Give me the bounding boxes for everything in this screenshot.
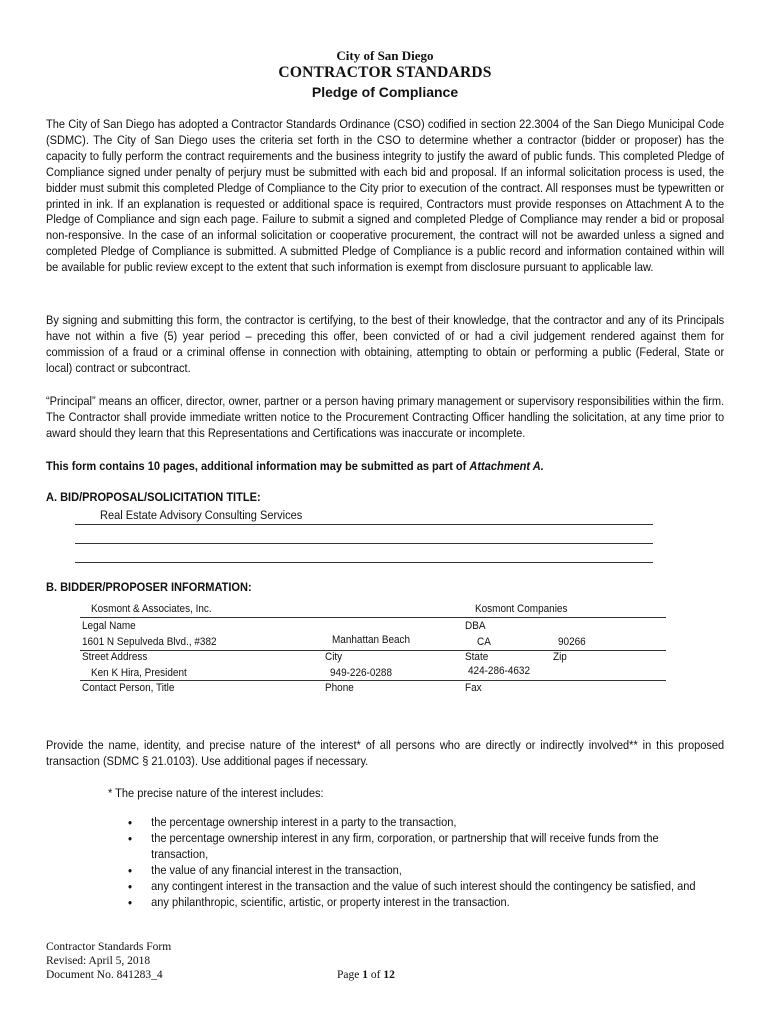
contact-value[interactable]: Ken K Hira, President (91, 667, 187, 679)
street-value[interactable]: 1601 N Sepulveda Blvd., #382 (82, 636, 217, 648)
intro-paragraph: The City of San Diego has adopted a Contractor Standards Ordinance (CSO) codified in section 22.3004 of the San Diego Municipal Code (SDMC). The City of San Diego uses the criteria set forth in the CSO to determine whether a contractor (bidder or proposer) has the capacity to fully perform the contract requirements and the business integrity to justify the award of public funds. This completed Pledge of Compliance signed under penalty of perjury must be submitted with each bid and proposal. If an informal solicitation process is used, the bidder must submit this completed Pledge of Compliance to the City prior to execution of the contract. All responses must be typewritten or printed in ink. If an explanation is requested or additional space is required, Contractors must provide responses on Attachment A to the Pledge of Compliance and sign each page. Failure to submit a signed and completed Pledge of Compliance may render a bid or proposal non-responsive. In the case of an informal solicitation or cooperative procurement, the contract will not be awarded unless a signed and completed Pledge of Compliance is submitted. A submitted Pledge of Compliance is a public record and information contained within will be available for public review except to the extent that such information is exempt from disclosure pursuant to applicable law. (46, 117, 725, 275)
form-title: CONTRACTOR STANDARDS (278, 64, 492, 81)
row3-line (80, 680, 666, 681)
page-total: 12 (383, 969, 395, 981)
list-item: • the percentage ownership interest in any firm, corporation, or partnership that will receive funds from the transaction, (128, 831, 698, 863)
section-a-heading: A. BID/PROPOSAL/SOLICITATION TITLE: (46, 490, 261, 504)
page-indicator (337, 969, 395, 982)
page-number: 1 (362, 969, 368, 981)
attachment-a-ref: Attachment A. (469, 459, 544, 473)
pages-notice-text: This form contains 10 pages, additional information may be submitted as part of (46, 459, 470, 473)
footer-form-name: Contractor Standards Form (46, 941, 172, 953)
dba-value[interactable]: Kosmont Companies (475, 603, 568, 615)
street-label: Street Address (82, 651, 148, 663)
row2-line (80, 650, 666, 651)
page-mid: of (367, 969, 384, 981)
list-item: • the value of any financial interest in the transaction, (128, 863, 698, 879)
list-item: • the percentage ownership interest in a party to the transaction, (128, 815, 698, 831)
row1-line (80, 617, 666, 618)
city-label: City (325, 651, 343, 663)
phone-label: Phone (325, 682, 354, 694)
section-b-heading: B. BIDDER/PROPOSER INFORMATION: (46, 580, 252, 594)
list-item: • any contingent interest in the transaction and the value of such interest should the contingency be satisfied, and (128, 879, 698, 895)
form-subtitle: Pledge of Compliance (311, 84, 459, 100)
city-value[interactable]: Manhattan Beach (332, 634, 411, 646)
fax-label: Fax (465, 682, 482, 694)
state-label: State (465, 651, 489, 663)
city-name: City of San Diego (336, 48, 434, 63)
solicitation-title-value[interactable]: Real Estate Advisory Consulting Services (100, 508, 303, 522)
page-prefix: Page (337, 969, 363, 981)
fax-value[interactable]: 424-286-4632 (468, 665, 531, 677)
principal-definition: “Principal” means an officer, director, owner, partner or a person having primary management or supervisory responsibilities within the firm. The Contractor shall provide immediate written notice to the Procurement Contracting Officer handling the solicitation, at any time prior to award should they learn that this Representations and Certifications was inaccurate or incomplete. (46, 394, 725, 440)
dba-label: DBA (465, 620, 486, 632)
state-value[interactable]: CA (477, 636, 491, 648)
phone-value[interactable]: 949-226-0288 (330, 667, 393, 679)
title-line-3 (75, 562, 653, 563)
certification-paragraph: By signing and submitting this form, the contractor is certifying, to the best of their knowledge, that the contractor and any of its Principals have not within a five (5) year period – preceding this offer, been convicted of or had a civil judgement rendered against them for commission of a fraud or a criminal offense in connection with obtaining, attempting to obtain or performing a public (Federal, State or local) contract or subcontract. (46, 313, 725, 375)
interest-list (128, 815, 698, 910)
title-line-1 (75, 524, 653, 525)
list-item: • any philanthropic, scientific, artistic, or property interest in the transaction. (128, 895, 698, 911)
title-line-2 (75, 543, 653, 544)
contact-label: Contact Person, Title (82, 682, 175, 694)
zip-label: Zip (553, 651, 567, 663)
interest-paragraph: Provide the name, identity, and precise nature of the interest* of all persons who are directly or indirectly involved** in this proposed transaction (SDMC § 21.0103). Use additional pages if necessary. (46, 738, 725, 768)
footer-revised: Revised: April 5, 2018 (46, 955, 151, 967)
pages-notice (46, 459, 724, 475)
legal-name-value[interactable]: Kosmont & Associates, Inc. (91, 603, 212, 615)
footer-doc-no: Document No. 841283_4 (46, 969, 163, 981)
zip-value[interactable]: 90266 (558, 636, 586, 648)
legal-name-label: Legal Name (82, 620, 136, 632)
interest-intro: * The precise nature of the interest includes: (108, 786, 324, 800)
